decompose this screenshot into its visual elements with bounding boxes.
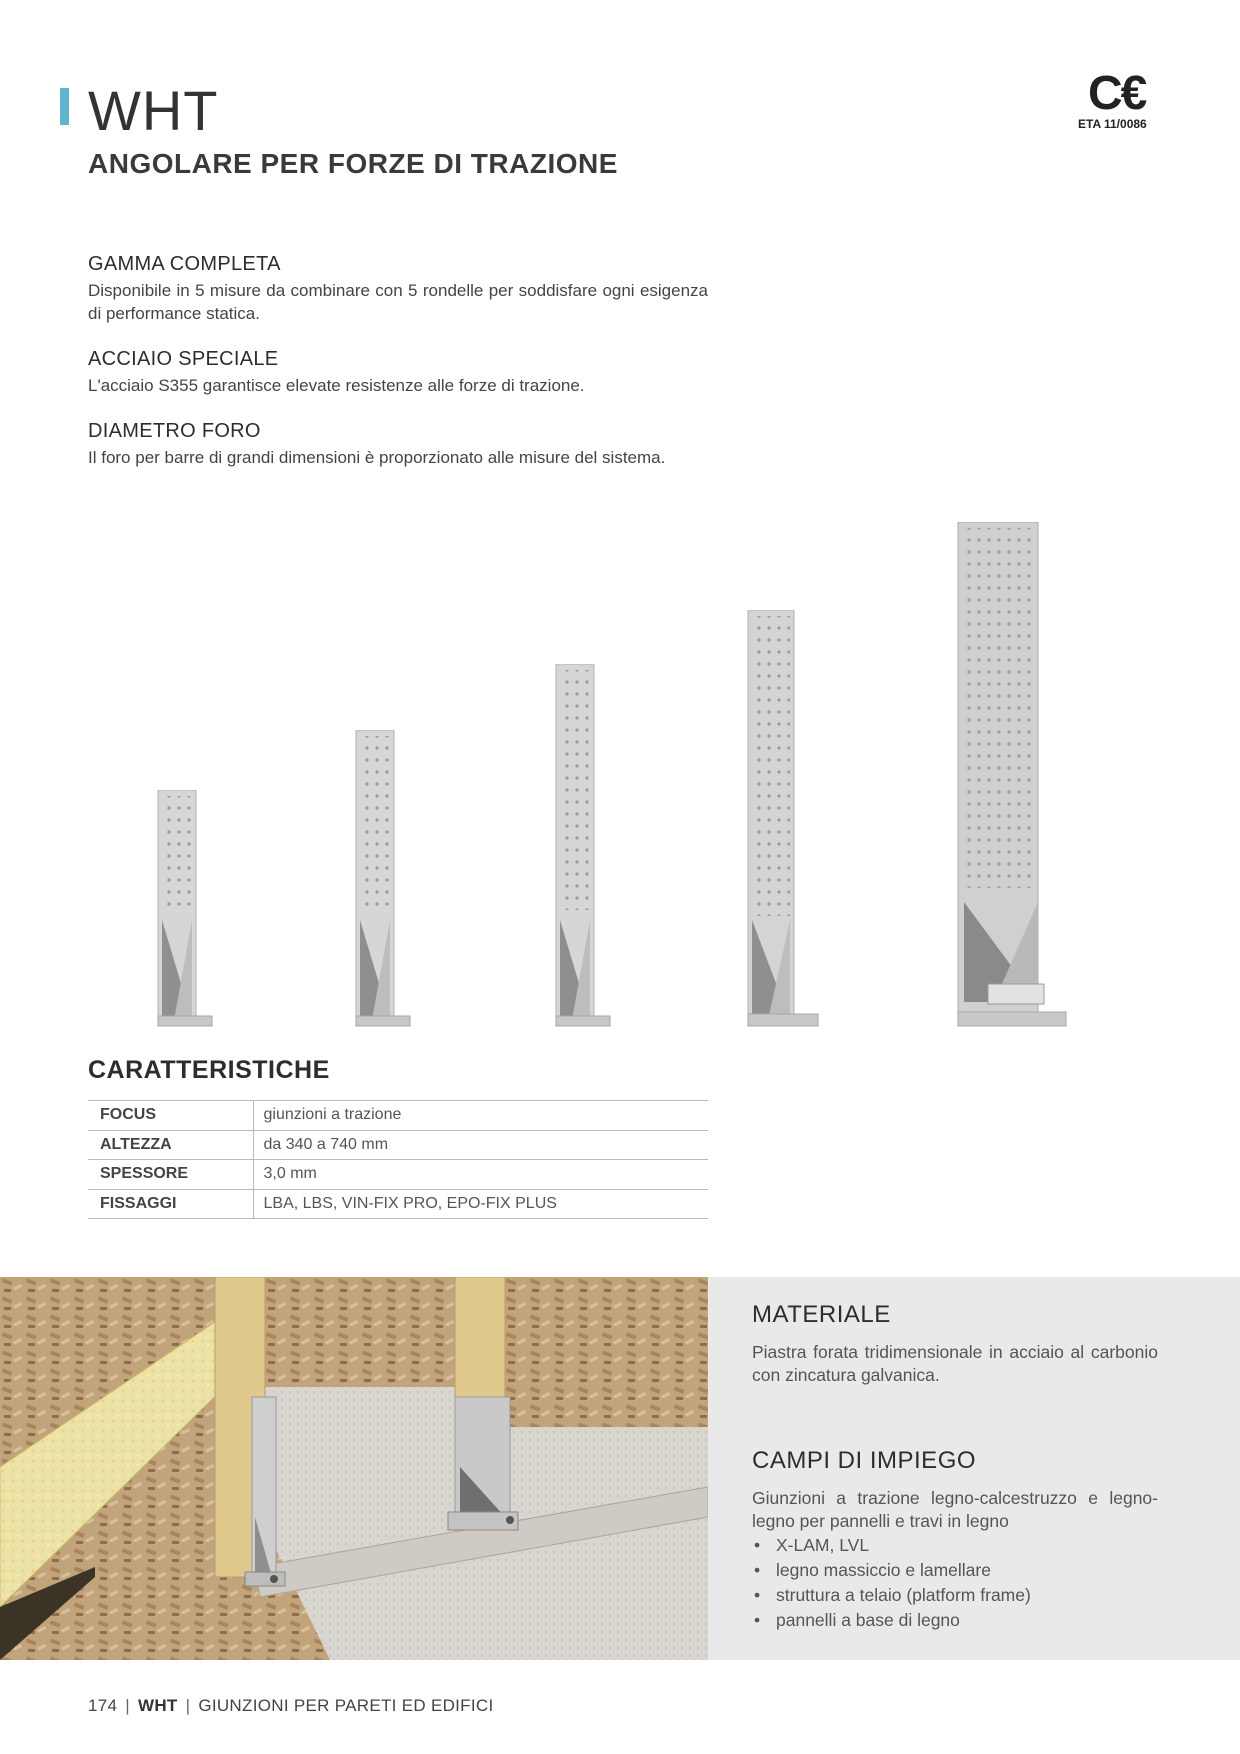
list-item: • struttura a telaio (platform frame) [752,1583,1158,1608]
product-illustrations [140,510,1080,1030]
page-subtitle: ANGOLARE PER FORZE DI TRAZIONE [88,148,618,179]
page-footer [88,1696,494,1716]
feature-heading: DIAMETRO FORO [88,420,261,442]
feature-gamma-completa [88,253,708,325]
list-item: • legno massiccio e lamellare [752,1558,1158,1583]
feature-text: Disponibile in 5 misure da combinare con 5 rondelle per soddisfare ogni esigenza di performance statica. [88,281,708,323]
list-item: • X-LAM, LVL [752,1533,1158,1558]
table-key: SPESSORE [88,1160,253,1190]
table-row [88,1160,708,1190]
feature-text: Il foro per barre di grandi dimensioni è proporzionato alle misure del sistema. [88,448,666,467]
campi-title: CAMPI DI IMPIEGO [752,1447,977,1474]
campi-section [752,1447,1158,1633]
feature-heading: ACCIAIO SPECIALE [88,348,279,370]
feature-acciaio-speciale [88,348,708,397]
table-value: LBA, LBS, VIN-FIX PRO, EPO-FIX PLUS [253,1189,708,1219]
caratteristiche-table [88,1100,708,1219]
feature-diametro-foro [88,420,708,469]
page-number: 174 [88,1696,118,1715]
campi-list [752,1533,1158,1633]
table-value: giunzioni a trazione [253,1101,708,1131]
wht-bracket-image-2 [352,730,414,1030]
materiale-section [752,1301,1158,1387]
materiale-text: Piastra forata tridimensionale in acciaio al carbonio con zincatura galvanica. [752,1342,1158,1385]
feature-heading: GAMMA COMPLETA [88,253,281,275]
footer-separator: | [185,1696,191,1715]
campi-text: Giunzioni a trazione legno-calcestruzzo e legno-legno per pannelli e travi in legno [752,1488,1158,1531]
wht-bracket-image-3 [552,664,614,1030]
page-title: WHT [88,79,219,142]
table-row [88,1189,708,1219]
ce-eta-label: ETA 11/0086 [1078,117,1147,131]
table-row [88,1130,708,1160]
ce-mark [1078,67,1158,131]
info-panel [708,1277,1240,1660]
caratteristiche-title: CARATTERISTICHE [88,1056,330,1084]
footer-separator: | [125,1696,130,1715]
materiale-title: MATERIALE [752,1301,891,1328]
feature-text: L'acciaio S355 garantisce elevate resistenze alle forze di trazione. [88,376,585,395]
wht-bracket-image-4 [744,610,824,1030]
wht-bracket-image-5 [954,522,1070,1030]
table-value: da 340 a 740 mm [253,1130,708,1160]
title-accent-bar [60,88,69,125]
table-value: 3,0 mm [253,1160,708,1190]
footer-section: GIUNZIONI PER PARETI ED EDIFICI [198,1696,494,1715]
table-key: FOCUS [88,1101,253,1131]
table-row [88,1101,708,1131]
scene-illustration [0,1277,708,1660]
table-key: FISSAGGI [88,1189,253,1219]
wht-bracket-image-1 [154,790,216,1030]
ce-logo-icon: C€ [1088,67,1146,120]
table-key: ALTEZZA [88,1130,253,1160]
application-scene-image [0,1277,708,1660]
list-item: • pannelli a base di legno [752,1608,1158,1633]
footer-product: WHT [137,1696,178,1715]
